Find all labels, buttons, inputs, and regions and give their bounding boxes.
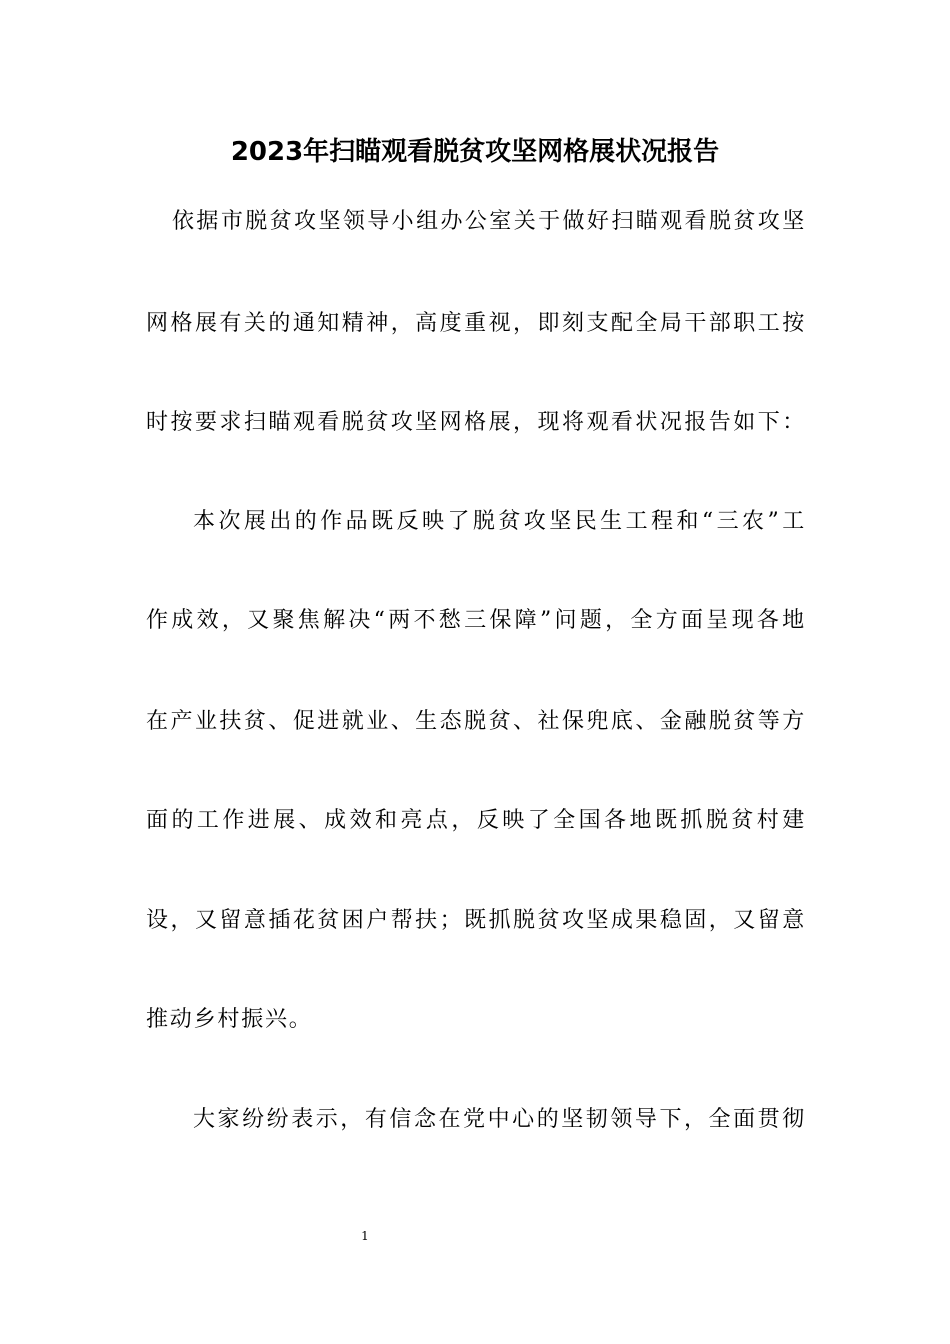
paragraph-2-line-2: 作成效，又聚焦解决“两不愁三保障”问题，全方面呈现各地	[146, 608, 806, 633]
paragraph-2-line-6: 推动乡村振兴。	[146, 1007, 313, 1032]
paragraph-1-line-3: 时按要求扫瞄观看脱贫攻坚网格展，现将观看状况报告如下：	[146, 410, 806, 435]
document-title: 2023年扫瞄观看脱贫攻坚网格展状况报告	[230, 137, 720, 167]
paragraph-2-line-5: 设，又留意插花贫困户帮扶；既抓脱贫攻坚成果稳固，又留意	[146, 908, 806, 933]
paragraph-2-line-3: 在产业扶贫、促进就业、生态脱贫、社保兜底、金融脱贫等方	[146, 709, 806, 734]
paragraph-2-line-1: 本次展出的作品既反映了脱贫攻坚民生工程和“三农”工	[193, 509, 806, 534]
page-number: 1	[361, 1229, 369, 1243]
paragraph-1-line-1: 依据市脱贫攻坚领导小组办公室关于做好扫瞄观看脱贫攻坚	[172, 209, 806, 234]
paragraph-2-line-4: 面的工作进展、成效和亮点，反映了全国各地既抓脱贫村建	[146, 808, 806, 833]
paragraph-1-line-2: 网格展有关的通知精神，高度重视，即刻支配全局干部职工按	[146, 311, 806, 336]
paragraph-3-line-1: 大家纷纷表示，有信念在党中心的坚韧领导下，全面贯彻	[193, 1107, 806, 1132]
